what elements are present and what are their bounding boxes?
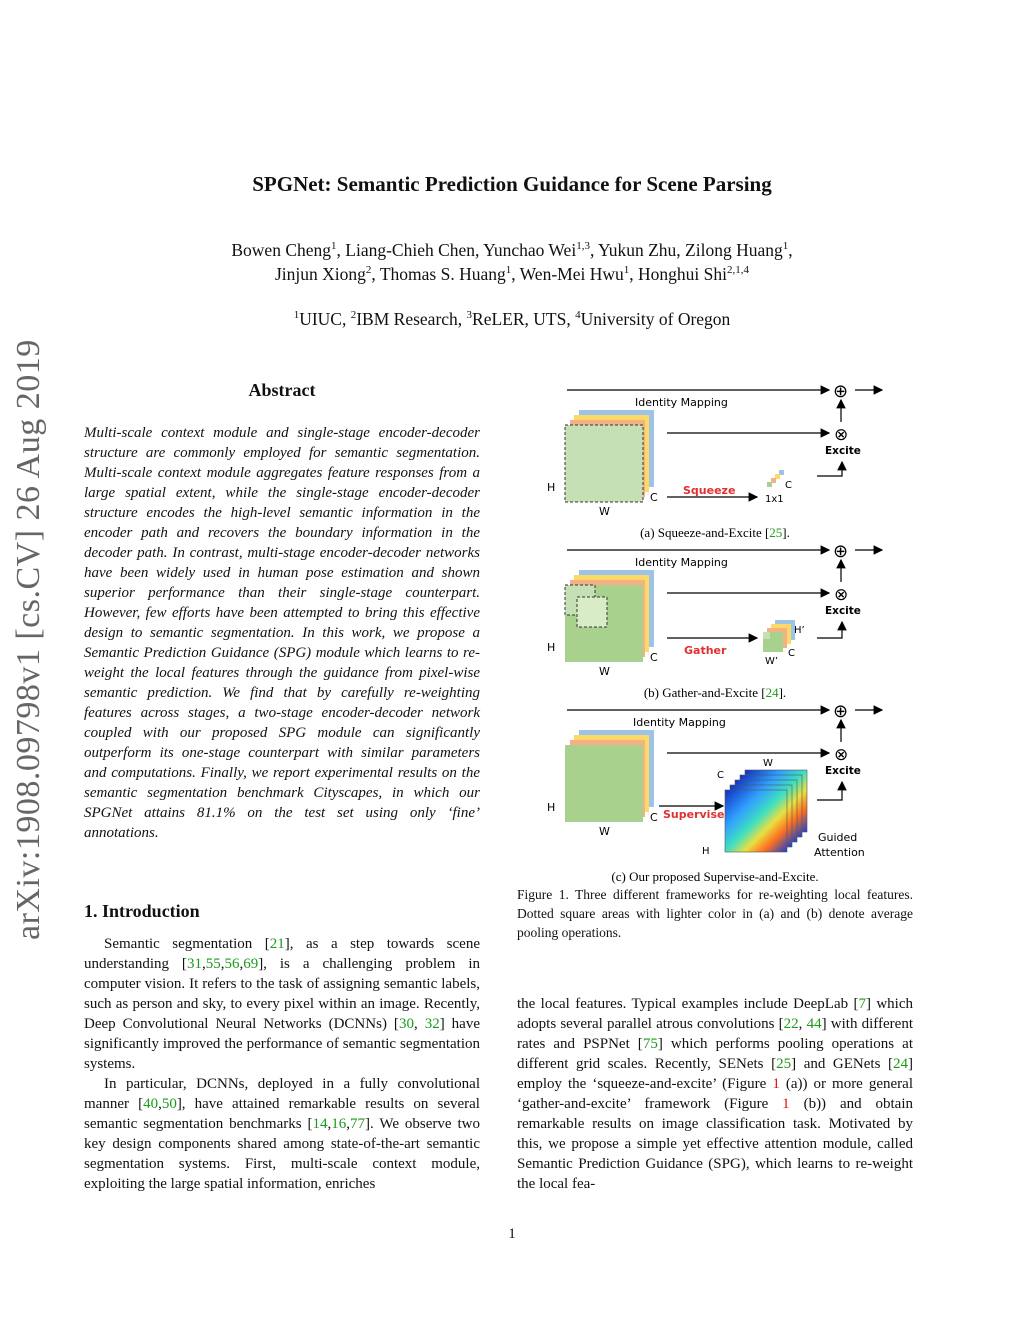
citation-link[interactable]: 69	[243, 956, 259, 972]
citation-link[interactable]: 44	[806, 1016, 822, 1032]
citation-link[interactable]: 14	[312, 1116, 328, 1132]
citation-link[interactable]: 25	[776, 1056, 792, 1072]
figure-caption: Figure 1. Three different frameworks for re-weighting local features. Dotted square areas with lighter color in (a) and (b) denote average pooling operations.	[517, 887, 913, 940]
intro-right-column	[517, 994, 913, 1194]
dim-w: W	[599, 665, 610, 678]
citation-link[interactable]: 50	[161, 1096, 177, 1112]
identity-mapping-label: Identity Mapping	[635, 396, 728, 409]
panel-a-squeeze-excite	[547, 381, 882, 540]
citation-link[interactable]: 77	[350, 1116, 366, 1132]
author-sup: 1	[331, 240, 337, 252]
affil-sup: 4	[575, 309, 581, 321]
dim-h: H	[547, 641, 556, 654]
product-op-icon: ⊗	[834, 425, 849, 445]
attention-label: Attention	[814, 846, 865, 859]
author: Bowen Cheng	[231, 240, 332, 260]
identity-mapping-label: Identity Mapping	[633, 716, 726, 729]
dim-h: H	[547, 481, 556, 494]
product-op-icon: ⊗	[834, 585, 849, 605]
panel-c-supervise-excite	[547, 701, 882, 884]
author-sup: 1	[505, 264, 512, 276]
dim-c: C	[788, 648, 795, 659]
figure-ref-link[interactable]: 1	[772, 1076, 780, 1092]
arxiv-stamp: arXiv:1908.09798v1 [cs.CV] 26 Aug 2019	[10, 339, 47, 940]
affil-sup: 2	[350, 309, 357, 321]
dim-c: C	[650, 811, 658, 824]
figure-1-diagram	[517, 374, 917, 884]
dim-c: C	[650, 491, 658, 504]
dim-c: C	[785, 480, 792, 491]
subcaption-c: (c) Our proposed Supervise-and-Excite.	[611, 869, 819, 884]
abstract-body: Multi-scale context module and single-stage encoder-decoder structure are commonly employed for semantic segmentation. Multi-scale context module aggregates feature responses from a large spatial extent, while the single-stage encoder-decoder structure encodes the high-level semantic information in the encoder path and recovers the boundary information in the decoder path. In contrast, multi-stage encoder-decoder networks have been widely used in human pose estimation and shown superior performance than their single-stage counterpart. However, few efforts have been attempted to bring this effective design to semantic segmentation. In this work, we propose a Semantic Prediction Guidance (SPG) module which learns to re-weight the local features through the guidance from pixel-wise semantic prediction. We find that by carefully re-weighting features across stages, a two-stage encoder-decoder network coupled with our proposed SPG module can significantly outperform its one-stage counterpart with similar parameters and computations. Finally, we report experimental results on the semantic segmentation benchmark Cityscapes, in which our SPGNet attains 81.1% on the test set using only ‘fine’ annotations.	[84, 425, 480, 841]
author: Jinjun Xiong	[275, 264, 366, 284]
author-list	[0, 238, 1024, 286]
paragraph: Semantic segmentation [21], as a step towards scene understanding [31,55,56,69], is a challenging problem in computer vision. It refers to the task of assigning semantic labels, such as person and sky, to every pixel within an image. Recently, Deep Convolutional Neural Networks (DCNNs) [30, 32] have significantly improved the performance of semantic segmentation systems.	[84, 936, 480, 1072]
author-sup: 1	[782, 240, 789, 252]
section-heading-introduction: 1. Introduction	[84, 901, 200, 921]
dim-w: W	[763, 758, 773, 769]
dim-h: H	[547, 801, 556, 814]
sum-op-icon: ⊕	[833, 541, 849, 562]
dim-w: W	[599, 505, 610, 518]
citation-link[interactable]: 40	[143, 1096, 159, 1112]
figure-ref-link[interactable]: 1	[782, 1096, 790, 1112]
affil-text: University of Oregon	[580, 309, 731, 329]
dim-w-prime: W’	[765, 656, 779, 667]
author-sup: 2,1,4	[726, 264, 749, 276]
citation-link[interactable]: 75	[642, 1036, 658, 1052]
citation-link[interactable]: 24	[893, 1056, 908, 1072]
author-sup: 2	[365, 264, 372, 276]
citation-link[interactable]: 22	[783, 1016, 799, 1032]
citation-link[interactable]: 55	[205, 956, 221, 972]
author: , Wen-Mei Hwu	[511, 264, 624, 284]
citation-link[interactable]: 16	[331, 1116, 347, 1132]
citation-link[interactable]: 7	[858, 996, 866, 1012]
citation-link[interactable]: 32	[424, 1016, 440, 1032]
author-sup: 1	[623, 264, 630, 276]
author: , Honghui Shi	[629, 264, 727, 284]
squeeze-label: Squeeze	[683, 484, 736, 497]
intro-left-column	[84, 934, 480, 1194]
subcaption-a: (a) Squeeze-and-Excite [25].	[640, 525, 790, 540]
paragraph: In particular, DCNNs, deployed in a fully convolutional manner [40,50], have attained remarkable results on several semantic segmentation benchmarks [14,16,77]. We observe two key design components shared among state-of-the-art semantic segmentation systems. First, multi-scale context module, exploiting the large spatial information, enriches	[84, 1076, 480, 1192]
excite-label: Excite	[825, 605, 861, 617]
panel-b-gather-excite	[547, 541, 882, 700]
affil-text: ReLER, UTS,	[472, 309, 576, 329]
paper-title: SPGNet: Semantic Prediction Guidance for Scene Parsing	[252, 172, 772, 196]
supervise-label: Supervise	[663, 808, 725, 821]
affil-text: UIUC,	[299, 309, 351, 329]
guided-label: Guided	[818, 831, 858, 844]
excite-label: Excite	[825, 765, 861, 777]
affil-text: IBM Research,	[356, 309, 467, 329]
citation-link[interactable]: 21	[269, 936, 285, 952]
citation-link[interactable]: 31	[186, 956, 202, 972]
citation-link[interactable]: 56	[224, 956, 240, 972]
sum-op-icon: ⊕	[833, 701, 849, 722]
affil-sup: 3	[466, 309, 473, 321]
author-sup: 1,3	[576, 240, 590, 252]
author: , Yukun Zhu, Zilong Huang	[589, 240, 783, 260]
product-op-icon: ⊗	[834, 745, 849, 765]
page-number: 1	[508, 1226, 516, 1242]
paragraph: the local features. Typical examples include DeepLab [7] which adopts several parallel atrous convolutions [22, 44] with different rates and PSPNet [75] which performs pooling operations at different grid scales. Recently, SENets [25] and GENets [24] employ the ‘squeeze-and-excite’ (Figure 1 (a)) or more general ‘gather-and-excite’ framework (Figure 1 (b)) and obtain remarkable results on image classification task. Motivated by this, we propose a simple yet effective attention module, called Semantic Prediction Guidance (SPG), which learns to re-weight the local fea-	[517, 996, 914, 1192]
dim-c: C	[717, 770, 724, 781]
identity-mapping-label: Identity Mapping	[635, 556, 728, 569]
subcaption-b: (b) Gather-and-Excite [24].	[643, 685, 787, 700]
abstract-heading: Abstract	[248, 380, 316, 400]
affil-sup: 1	[293, 309, 300, 321]
dim-h: H	[702, 846, 710, 857]
sum-op-icon: ⊕	[833, 381, 849, 402]
dim-c: C	[650, 651, 658, 664]
author: , Thomas S. Huang	[371, 264, 506, 284]
dim-w: W	[599, 825, 610, 838]
gather-label: Gather	[684, 644, 727, 657]
excite-label: Excite	[825, 445, 861, 457]
citation-link[interactable]: 30	[398, 1016, 414, 1032]
author: ,	[788, 240, 793, 260]
dim-1x1: 1x1	[765, 494, 784, 505]
affiliations	[0, 309, 1024, 330]
author: , Liang-Chieh Chen, Yunchao Wei	[336, 240, 577, 260]
dim-h-prime: H’	[794, 625, 805, 636]
